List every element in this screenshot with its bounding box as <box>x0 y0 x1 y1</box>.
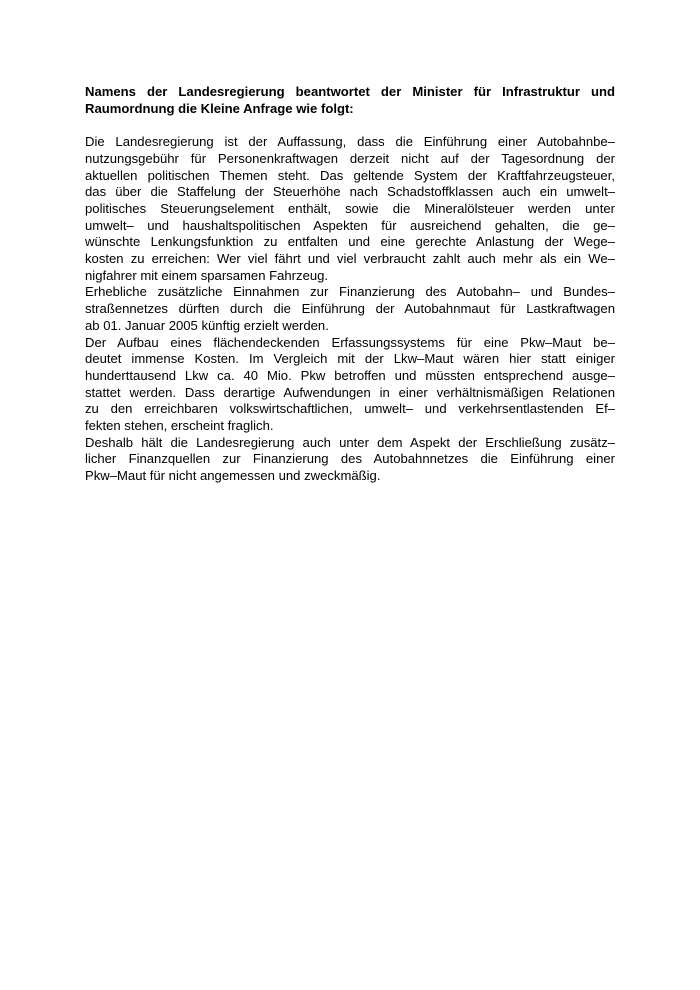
text-line: aktuellen politischen Themen steht. Das geltende System der Kraftfahrzeugsteuer, <box>85 167 615 183</box>
text-line: umwelt– und haushaltspolitischen Aspekten für ausreichend gehalten, die ge– <box>85 217 615 233</box>
text-line: Der Aufbau eines flächendeckenden Erfassungssystems für eine Pkw–Maut be– <box>85 334 615 350</box>
text-line: deutet immense Kosten. Im Vergleich mit der Lkw–Maut wären hier statt einiger <box>85 351 615 367</box>
text-line: Deshalb hält die Landesregierung auch unter dem Aspekt der Erschließung zusätz– <box>85 434 615 450</box>
text-line: stattet werden. Dass derartige Aufwendungen in einer verhältnismäßigen Relationen <box>85 384 615 400</box>
text-line: politisches Steuerungselement enthält, sowie die Mineralölsteuer werden unter <box>85 200 615 216</box>
text-line: Erhebliche zusätzliche Einnahmen zur Finanzierung des Autobahn– und Bundes– <box>85 284 615 300</box>
document-body <box>85 84 615 485</box>
text-line: nutzungsgebühr für Personenkraftwagen derzeit nicht auf der Tagesordnung der <box>85 150 615 166</box>
text-line: das über die Staffelung der Steuerhöhe nach Schadstoffklassen auch ein umwelt– <box>85 184 615 200</box>
heading-line: Raumordnung die Kleine Anfrage wie folgt: <box>85 100 354 116</box>
heading-line: Namens der Landesregierung beantwortet der Minister für Infrastruktur und <box>85 84 615 99</box>
paragraph-collection-system-costs <box>85 335 615 435</box>
text-line: straßennetzes dürften durch die Einführung der Autobahnmaut für Lastkraftwagen <box>85 301 615 317</box>
text-line: zu den erreichbaren volkswirtschaftlichen, umwelt– und verkehrsentlastenden Ef– <box>85 401 615 417</box>
text-line: fekten stehen, erscheint fraglich. <box>85 418 274 434</box>
paragraph-autobahn-fee-position <box>85 134 615 284</box>
text-line: Die Landesregierung ist der Auffassung, dass die Einführung einer Autobahnbe– <box>85 134 615 150</box>
text-line: kosten zu erreichen: Wer viel fährt und viel verbraucht zahlt auch mehr als ein We– <box>85 251 615 267</box>
text-line: licher Finanzquellen zur Finanzierung des Autobahnnetzes die Einführung einer <box>85 451 615 467</box>
text-line: wünschte Lenkungsfunktion zu entfalten und eine gerechte Anlastung der Wege– <box>85 234 615 250</box>
text-line: nigfahrer mit einem sparsamen Fahrzeug. <box>85 267 329 283</box>
paragraph-additional-revenue <box>85 284 615 334</box>
text-line: hunderttausend Lkw ca. 40 Mio. Pkw betroffen und müssten entsprechend ausge– <box>85 367 615 383</box>
paragraph-conclusion <box>85 435 615 485</box>
answer-heading <box>85 84 615 117</box>
text-line: ab 01. Januar 2005 künftig erzielt werden. <box>85 317 329 333</box>
text-line: Pkw–Maut für nicht angemessen und zweckmäßig. <box>85 468 381 484</box>
